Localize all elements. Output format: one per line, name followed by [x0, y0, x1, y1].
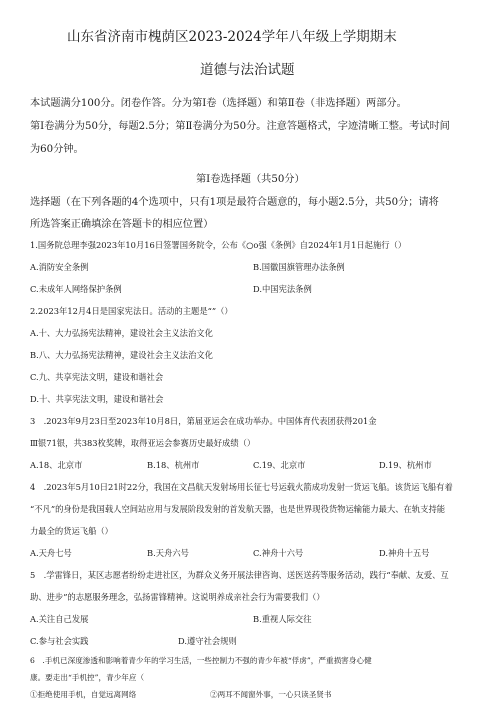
question-3-stem-1: 3 .2023年9月23日至2023年10月8日，第届亚运会在成功举办。中国体育代表团获得201金	[30, 416, 377, 426]
question-5-option-c: C.参与社会实践	[30, 636, 89, 646]
question-5-option-d: D.遵守社会规则	[178, 636, 237, 646]
question-4-option-b: B.天舟六号	[147, 548, 189, 558]
document-subtitle: 道德与法治试题	[200, 62, 295, 78]
question-1-stem: 1.国务院总理李强2023年10月16日签署国务院令，公布《○ο强《条例》自2024年1月1日起施行（）	[30, 240, 407, 250]
intro-line-3: 为60分钟。	[30, 144, 84, 155]
question-2-option-c: C.九、共享宪法文明，建设和谐社会	[30, 372, 164, 382]
question-1-option-c: C.未成年人网络保护条例	[30, 284, 122, 294]
section-instructions-1: 选择题（在下列各题的4个选项中，只有1项是最符合题意的，每小题2.5分，共50分；请将	[30, 197, 439, 208]
question-3-stem-2: Ⅲ银71银，共383枚奖牌，取得亚运会参赛历史最好成绩（）	[30, 438, 256, 448]
question-4-option-d: D.神舟十五号	[379, 548, 430, 558]
question-4-option-c: C.神舟十六号	[253, 548, 304, 558]
intro-line-2: 第Ⅰ卷满分为50分，每题2.5分；第Ⅱ卷满分为50分。注意答题格式，字迹清晰工整。考试时间	[30, 121, 450, 132]
question-2-option-a: A.十、大力弘扬宪法精神，建设社会主义法治文化	[30, 328, 213, 338]
question-5-option-a: A.关注自己发展	[30, 614, 89, 624]
question-3-option-c: C.19、北京市	[253, 460, 306, 470]
question-1-option-b: B.国徽国旗管理办法条例	[253, 262, 345, 272]
question-5-option-b: B.重视人际交往	[253, 614, 312, 624]
question-2-option-d: D.十、共享宪法文明，建设和谐社会	[30, 394, 164, 404]
question-2-stem: 2.2023年12月4日是国家宪法日。活动的主题是“”（）	[30, 306, 233, 316]
question-6-stem-2: 康。要走出“手机控”，青少年应（	[30, 673, 145, 682]
question-4-stem-2: “不凡”的身份是我国载人空间站应用与发展阶段发射的首发航天器，也是世界现役货物运输能力最大、在轨支持能	[30, 504, 446, 514]
question-1-option-a: A.消防安全条例	[30, 262, 89, 272]
question-6-option-1: ①拒绝使用手机，自觉远离网络	[30, 690, 137, 699]
question-5-stem-2: 助、进步”的志愿服务理念，弘扬雷锋精神。这说明养成亲社会行为需要我们（）	[30, 592, 325, 602]
intro-line-1: 本试题满分100分。闭卷作答。分为第Ⅰ卷（选择题）和第Ⅱ卷（非选择题）两部分。	[30, 98, 407, 109]
question-3-option-a: A.18、北京市	[30, 460, 83, 470]
question-4-option-a: A.天舟七号	[30, 548, 72, 558]
question-4-stem-1: 4 .2023年5月10日21时22分，我国在文昌航天发射场用长征七号运载火箭成功发射一货运飞船。该货运飞船有着	[30, 482, 453, 492]
question-3-option-d: D.19、杭州市	[379, 460, 432, 470]
question-1-option-d: D.中国宪法条例	[253, 284, 312, 294]
section-instructions-2: 所选答案正确填涂在答题卡的相应位置）	[30, 219, 214, 230]
question-6-stem-1: 6 .手机已深度渗透和影响着青少年的学习生活，一些控制力不强的青少年被“俘虏”，严重损害身心健	[30, 656, 372, 665]
document-title: 山东省济南市槐荫区2023-2024学年八年级上学期期末	[67, 29, 397, 45]
question-2-option-b: B.八、大力弘扬宪法精神，建设社会主义法治文化	[30, 350, 213, 360]
section-title: 第Ⅰ卷选择题（共50分）	[196, 174, 305, 185]
question-4-stem-3: 力最全的货运飞船（）	[30, 526, 113, 536]
question-3-option-b: B.18、杭州市	[147, 460, 200, 470]
question-6-option-2: ②两耳不闻窗外事，一心只读圣贤书	[210, 690, 332, 699]
question-5-stem-1: 5 .学雷锋日，某区志愿者纷纷走进社区，为群众义务开展法律咨询、送医送药等服务活动，践行“奉献、友爱、互	[30, 570, 449, 580]
